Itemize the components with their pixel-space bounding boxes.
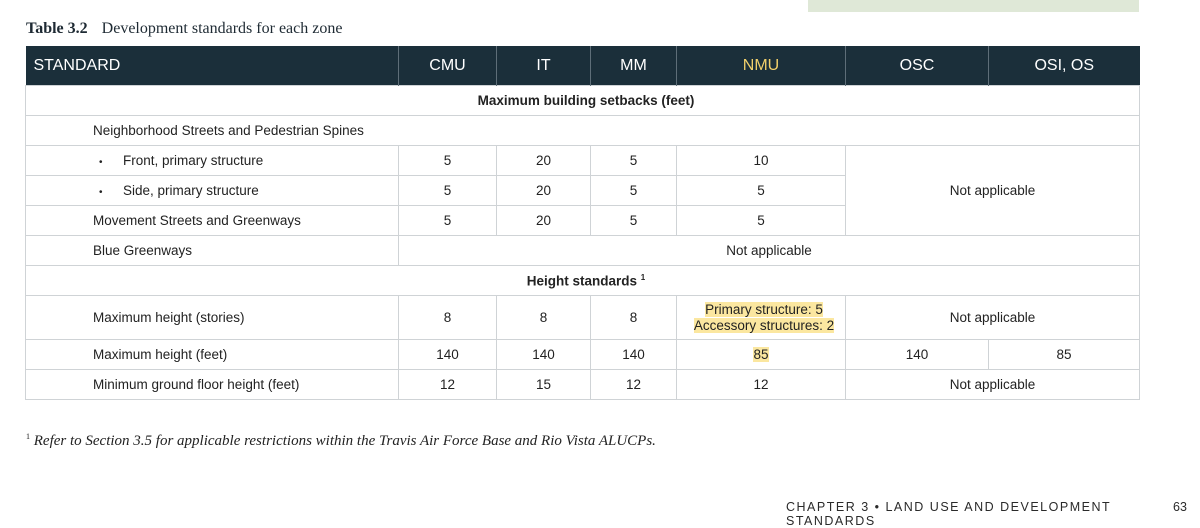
cell-stories-nmu: Primary structure: 5 Accessory structures: 2 <box>677 296 846 340</box>
header-row <box>26 46 1140 86</box>
cell-ground-mm: 12 <box>591 370 677 400</box>
cell-front-mm: 5 <box>591 146 677 176</box>
row-label-side: • Side, primary structure <box>26 176 399 206</box>
standards-table <box>25 46 1140 400</box>
table-row <box>26 146 1140 176</box>
cell-side-cmu: 5 <box>399 176 497 206</box>
cell-stories-mm: 8 <box>591 296 677 340</box>
cell-front-nmu: 10 <box>677 146 846 176</box>
cell-stories-cmu: 8 <box>399 296 497 340</box>
cell-side-it: 20 <box>497 176 591 206</box>
row-label-feet: Maximum height (feet) <box>26 340 399 370</box>
row-label-movement: Movement Streets and Greenways <box>26 206 399 236</box>
cell-feet-it: 140 <box>497 340 591 370</box>
cell-side-mm: 5 <box>591 176 677 206</box>
section-row <box>26 266 1140 296</box>
cell-movement-cmu: 5 <box>399 206 497 236</box>
col-osc: OSC <box>846 46 989 86</box>
cell-blue-value: Not applicable <box>399 236 1140 266</box>
cell-ground-osc-os: Not applicable <box>846 370 1140 400</box>
cell-feet-nmu: 85 <box>677 340 846 370</box>
row-label-ground: Minimum ground floor height (feet) <box>26 370 399 400</box>
col-osi-os: OSI, OS <box>989 46 1140 86</box>
table-number: Table 3.2 <box>26 20 88 37</box>
decorative-banner <box>808 0 1139 12</box>
cell-feet-mm: 140 <box>591 340 677 370</box>
table-row <box>26 116 1140 146</box>
section-setbacks: Maximum building setbacks (feet) <box>26 86 1140 116</box>
col-it: IT <box>497 46 591 86</box>
cell-front-cmu: 5 <box>399 146 497 176</box>
section-row <box>26 86 1140 116</box>
cell-feet-osc: 140 <box>846 340 989 370</box>
section-height: Height standards $^1$ <box>26 266 1140 296</box>
footnote-marker: 1 <box>26 432 30 441</box>
footnote-text: Refer to Section 3.5 for applicable restrictions within the Travis Air Force Base and Rio Vista ALUCPs. <box>33 433 656 449</box>
row-label-front: • Front, primary structure <box>26 146 399 176</box>
bullet-icon: • <box>99 187 103 198</box>
row-label-blue: Blue Greenways <box>26 236 399 266</box>
table-row <box>26 296 1140 340</box>
footnote-ref: 1 <box>640 272 646 282</box>
table-row <box>26 340 1140 370</box>
table-row <box>26 236 1140 266</box>
cell-front-it: 20 <box>497 146 591 176</box>
footnote <box>26 432 656 450</box>
cell-side-nmu: 5 <box>677 176 846 206</box>
cell-stories-osc-os: Not applicable <box>846 296 1140 340</box>
table-title: Development standards for each zone <box>101 20 343 37</box>
cell-ground-it: 15 <box>497 370 591 400</box>
cell-movement-it: 20 <box>497 206 591 236</box>
row-label-neighborhood: Neighborhood Streets and Pedestrian Spines <box>26 116 1140 146</box>
col-nmu: NMU <box>677 46 846 86</box>
table-row <box>26 370 1140 400</box>
cell-movement-nmu: 5 <box>677 206 846 236</box>
cell-stories-it: 8 <box>497 296 591 340</box>
cell-feet-os: 85 <box>989 340 1140 370</box>
cell-ground-nmu: 12 <box>677 370 846 400</box>
page-number: 63 <box>1173 500 1187 514</box>
chapter-footer: CHAPTER 3 • LAND USE AND DEVELOPMENT STANDARDS <box>786 500 1111 528</box>
cell-movement-mm: 5 <box>591 206 677 236</box>
col-mm: MM <box>591 46 677 86</box>
cell-feet-cmu: 140 <box>399 340 497 370</box>
table-caption <box>26 20 342 38</box>
col-cmu: CMU <box>399 46 497 86</box>
col-standard: STANDARD <box>26 46 399 86</box>
cell-setback-osc-os: Not applicable <box>846 146 1140 236</box>
row-label-stories: Maximum height (stories) <box>26 296 399 340</box>
cell-ground-cmu: 12 <box>399 370 497 400</box>
bullet-icon: • <box>99 157 103 168</box>
